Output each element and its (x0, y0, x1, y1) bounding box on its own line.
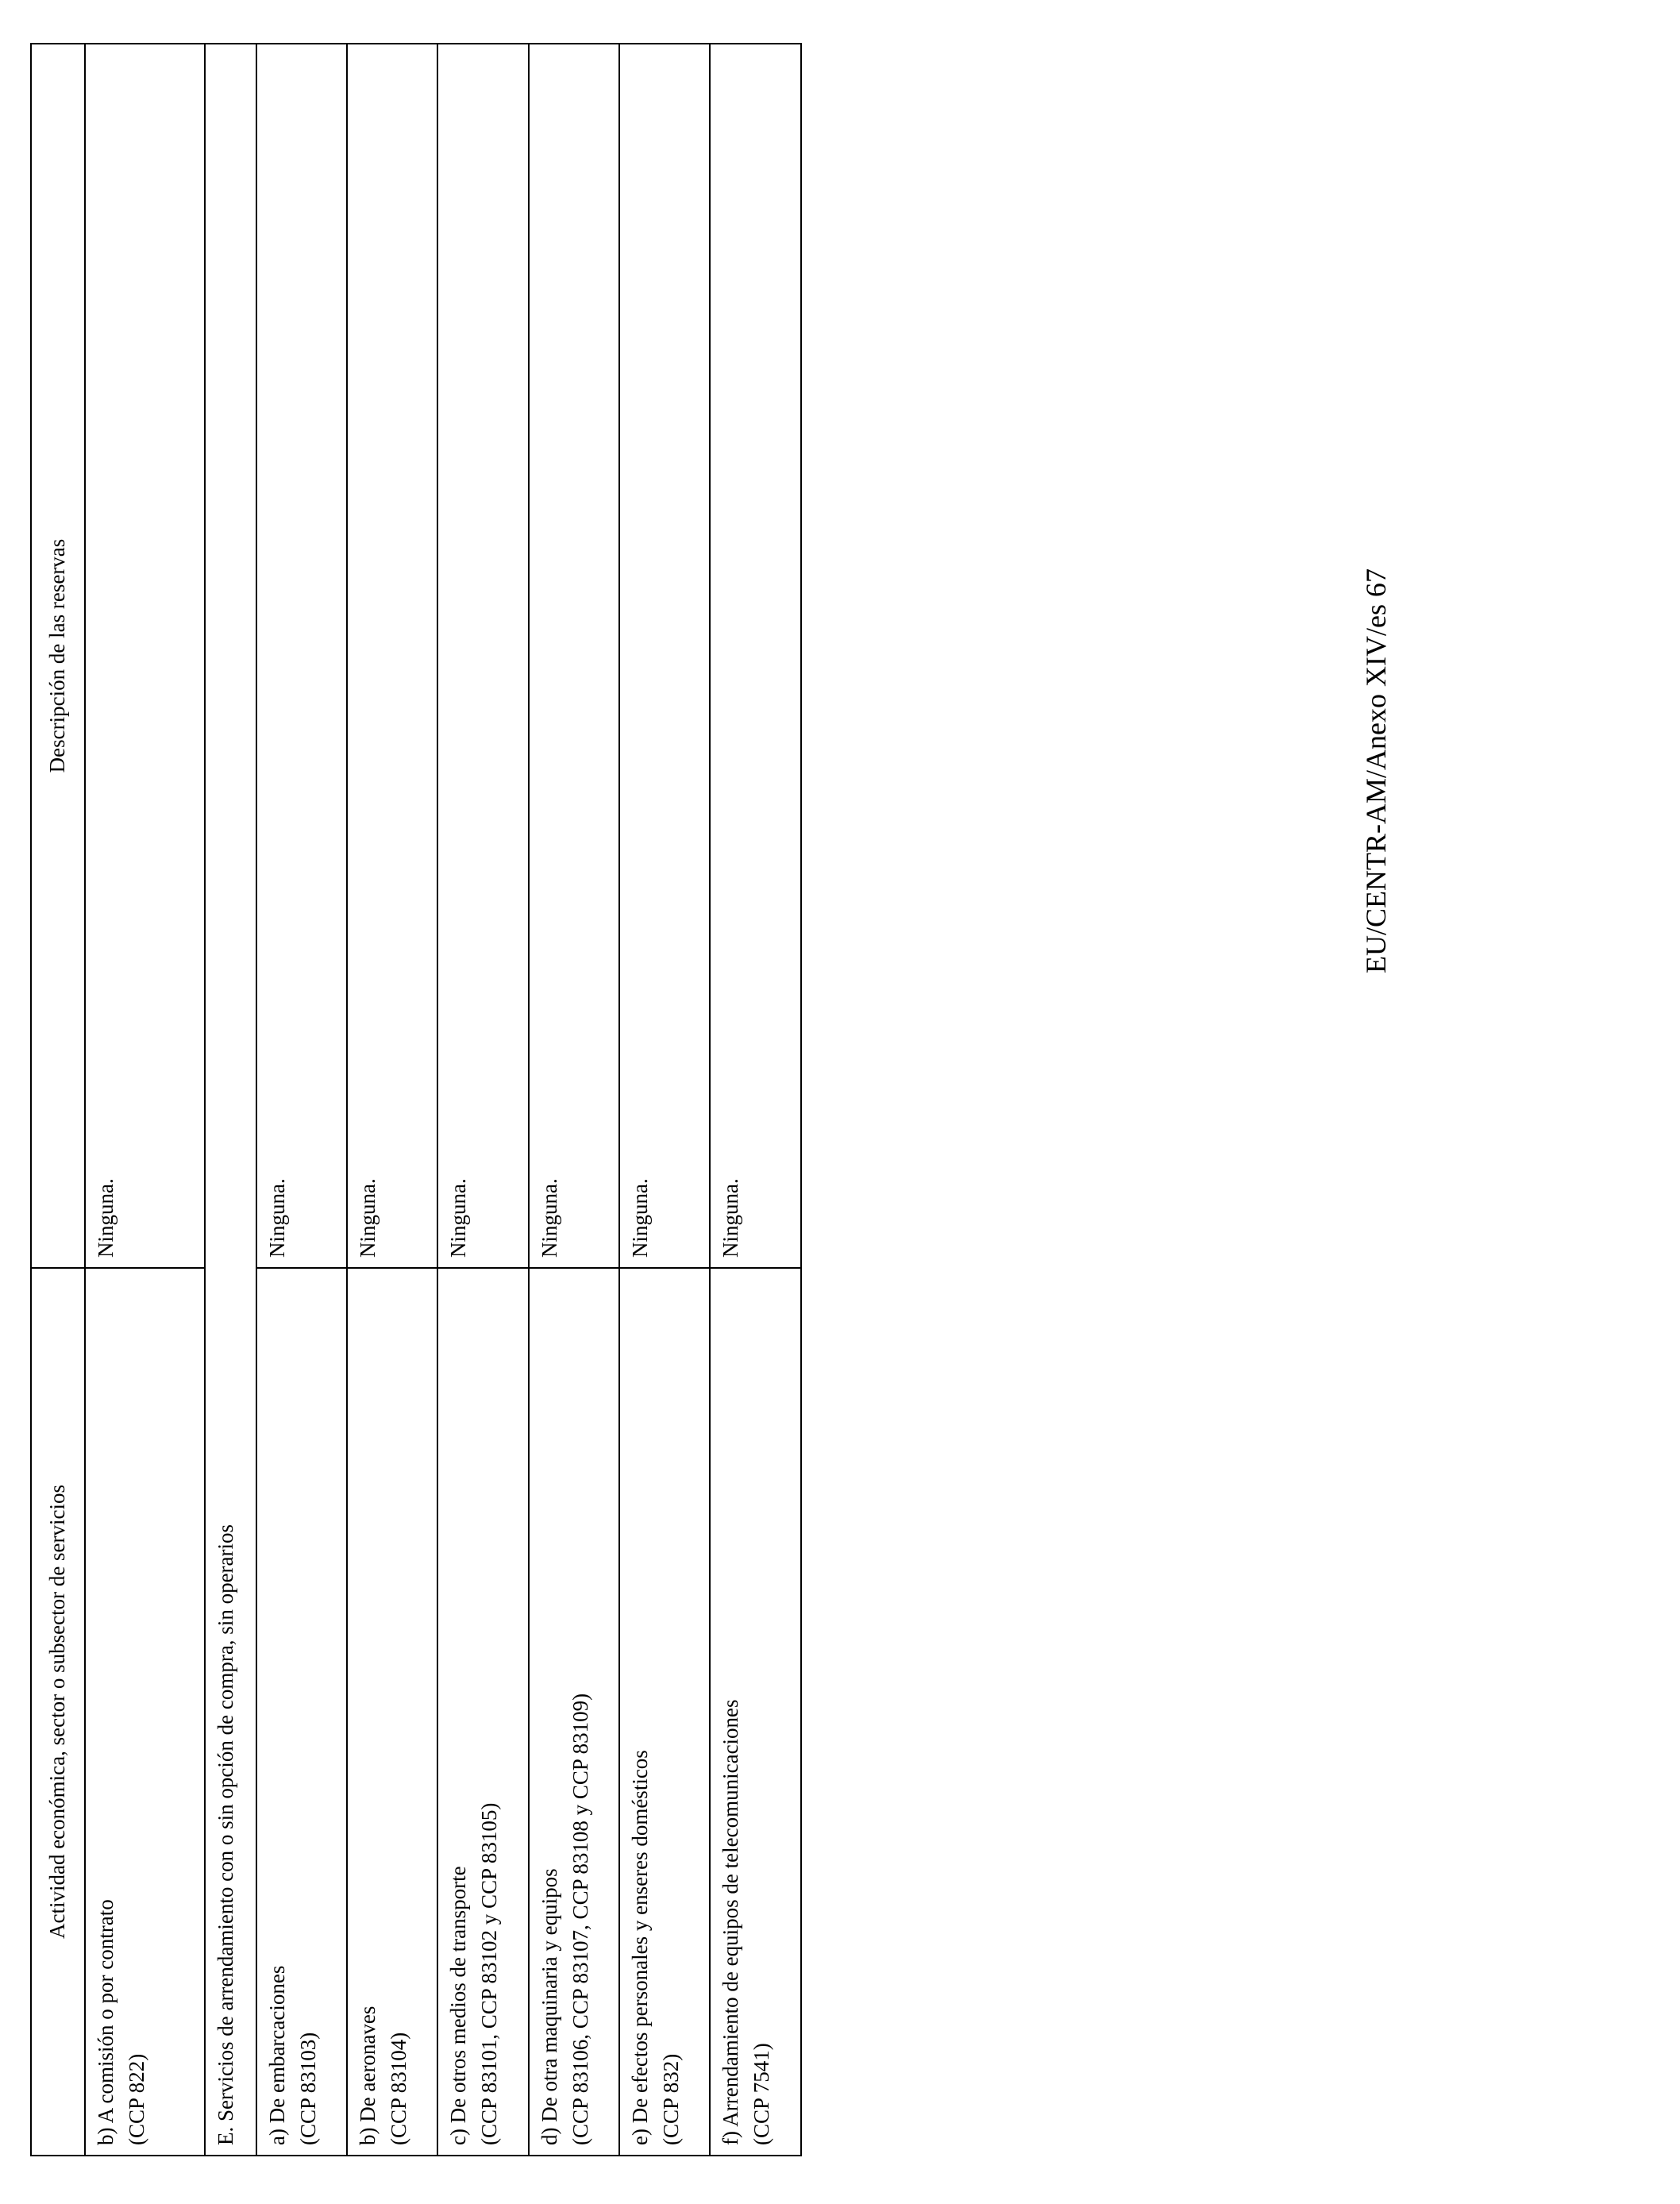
reservation-cell: Ninguna. (256, 44, 347, 1268)
reservation-cell: Ninguna. (710, 44, 801, 1268)
activity-code: (CCP 83103) (296, 2032, 321, 2145)
activity-cell (347, 1268, 437, 2156)
activity-name: f) Arrendamiento de equipos de telecomunicaciones (719, 1699, 742, 2145)
header-economic-activity: Actividad económica, sector o subsector de servicios (31, 1268, 85, 2156)
reservation-cell: Ninguna. (529, 44, 619, 1268)
table-row (619, 44, 710, 2156)
table-row (347, 44, 437, 2156)
activity-cell (85, 1268, 205, 2156)
table-row (85, 44, 205, 2156)
activity-name: b) De aeronaves (356, 2006, 380, 2145)
page-footer: EU/CENTR-AM/Anexo XIV/es 67 (1360, 568, 1392, 973)
table-row (529, 44, 619, 2156)
header-reservations-description: Descripción de las reservas (31, 44, 85, 1268)
table-header-row (31, 44, 85, 2156)
table-row (256, 44, 347, 2156)
activity-cell (619, 1268, 710, 2156)
reservation-cell: Ninguna. (619, 44, 710, 1268)
activity-code: (CCP 822) (125, 2053, 149, 2145)
activity-name: a) De embarcaciones (265, 1965, 289, 2145)
activity-code: (CCP 832) (659, 2053, 684, 2145)
activity-cell (710, 1268, 801, 2156)
activity-cell (437, 1268, 529, 2156)
rotated-page-content (30, 44, 1392, 2156)
activity-code: (CCP 7541) (749, 2043, 774, 2145)
section-row (205, 44, 256, 2156)
activity-name: b) A comisión o por contrato (94, 1899, 118, 2145)
activity-name: d) De otra maquinaria y equipos (538, 1868, 561, 2145)
activity-name: e) De efectos personales y enseres domésticos (628, 1750, 652, 2145)
activity-name: c) De otros medios de transporte (446, 1866, 470, 2145)
activity-code: (CCP 83101, CCP 83102 y CCP 83105) (477, 1802, 502, 2145)
reservation-cell: Ninguna. (437, 44, 529, 1268)
reservation-cell: Ninguna. (347, 44, 437, 1268)
table-row (437, 44, 529, 2156)
activity-code: (CCP 83104) (387, 2032, 411, 2145)
section-heading: E. Servicios de arrendamiento con o sin opción de compra, sin operarios (205, 44, 256, 2156)
activity-cell (256, 1268, 347, 2156)
activity-code: (CCP 83106, CCP 83107, CCP 83108 y CCP 83109) (568, 1693, 593, 2145)
activity-cell (529, 1268, 619, 2156)
table-row (710, 44, 801, 2156)
reservation-cell: Ninguna. (85, 44, 205, 1268)
reservations-table (30, 43, 802, 2156)
